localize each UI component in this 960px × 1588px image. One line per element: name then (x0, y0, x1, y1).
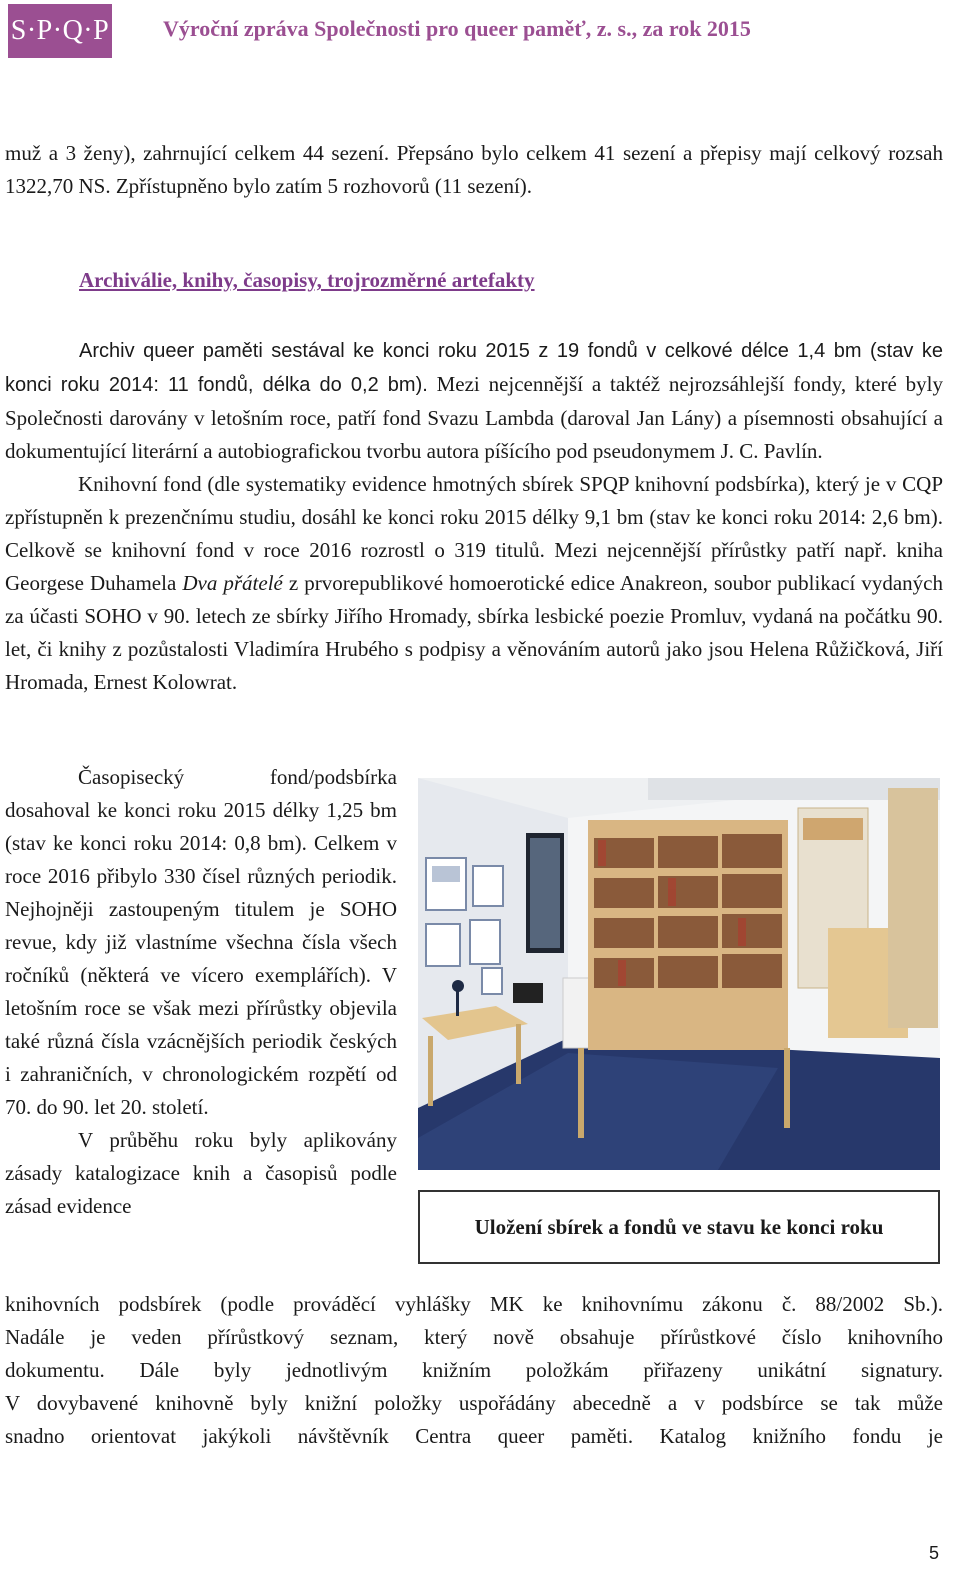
page-number: 5 (929, 1543, 940, 1563)
paragraph-archive (5, 334, 943, 468)
book-title-italic: Dva přátelé (182, 571, 283, 595)
cataloging-continued (5, 1288, 943, 1453)
library-text-b: z prvorepublikové homoerotické edice Anakreon, soubor publikací vydaných za účasti SOHO v 90. letech ze sbírky Jiřího Hromady, sbírka lesbické poezie Promluv, vydaná na počátku 90. let, či knihy z pozůstalosti Vladimíra Hrubého s podpisy a věnováním autorů jako jsou Helena Růžičková, Jiří Hromada, Ernest Kolowrat. (5, 571, 943, 694)
archive-stats-text: Archiv queer paměti sestával ke konci roku 2015 z 19 fondů v celkové délce 1,4 bm (stav ke konci roku 2014: 11 fondů, délka do 0,2 bm). (5, 340, 943, 396)
archive-donations-text: Mezi nejcennější a taktéž nejrozsáhlejší fondy, které byly Společnosti darovány v letošním roce, patří fond Svazu Lambda (daroval Jan Lány) a písemnosti obsahující a dokumentující literární a autobiografickou tvorbu autora píšícího pod pseudonymem J. C. Pavlín. (5, 372, 943, 463)
spqp-logo: S·P·Q·P (8, 4, 112, 58)
archive-room-illustration (418, 778, 940, 1170)
archive-room-photo (418, 778, 940, 1170)
page-header (0, 0, 960, 62)
paragraph-library (5, 468, 943, 699)
paragraph-cataloging-start: V průběhu roku byly aplikovány zásady katalogizace knih a časopisů podle zásad evidence (5, 1128, 397, 1218)
paragraph-periodicals: Časopisecký fond/podsbírka dosahoval ke konci roku 2015 délky 1,25 bm (stav ke konci roku 2014: 0,8 bm). Celkem v roce 2016 přibylo 330 čísel různých periodik. Nejhojněji zastoupeným titulem je SOHO revue, kdy již vlastníme všechna čísla všech ročníků (některá ve vícero exemplářích). V letošním roce se však mezi přírůstky objevila také různá čísla vzácnějších periodik českých i zahraničních, v chronologickém rozpětí od 70. do 90. let 20. století. (5, 765, 397, 1119)
library-text-a: Knihovní fond (dle systematiky evidence hmotných sbírek SPQP knihovní podsbírka), který je v CQP zpřístupněn k prezenčnímu studiu, dosáhl ke konci roku 2015 délky 9,1 bm (stav ke konci roku 2014: 2,6 bm). Celkově se knihovní fond v roce 2016 rozrostl o 319 titulů. Mezi nejcennější přírůstky patří např. kniha Georgese Duhamela (5, 472, 943, 595)
text-line: snadno orientovat jakýkoli návštěvník Centra queer paměti. Katalog knižního fondu je (5, 1424, 943, 1448)
left-column (5, 761, 397, 1223)
intro-paragraph: muž a 3 ženy), zahrnující celkem 44 sezení. Přepsáno bylo celkem 41 sezení a přepisy mají celkový rozsah 1322,70 NS. Zpřístupněno bylo zatím 5 rozhovorů (11 sezení). (5, 141, 943, 198)
section-heading: Archiválie, knihy, časopisy, trojrozměrné artefakty (79, 268, 535, 292)
main-text (5, 334, 943, 699)
text-line: V dovybavené knihovně byly knižní položky uspořádány abecedně a v podsbírce se tak může (5, 1391, 943, 1415)
text-line: knihovních podsbírek (podle prováděcí vyhlášky MK ke knihovnímu zákonu č. 88/2002 Sb.). (5, 1292, 943, 1316)
text-line: Nadále je veden přírůstkový seznam, který nově obsahuje přírůstkové číslo knihovního (5, 1325, 943, 1349)
text-line: dokumentu. Dále byly jednotlivým knižním položkám přiřazeny unikátní signatury. (5, 1358, 943, 1382)
header-title: Výroční zpráva Společnosti pro queer paměť, z. s., za rok 2015 (163, 16, 751, 41)
figure-caption: Uložení sbírek a fondů ve stavu ke konci roku (418, 1190, 940, 1264)
